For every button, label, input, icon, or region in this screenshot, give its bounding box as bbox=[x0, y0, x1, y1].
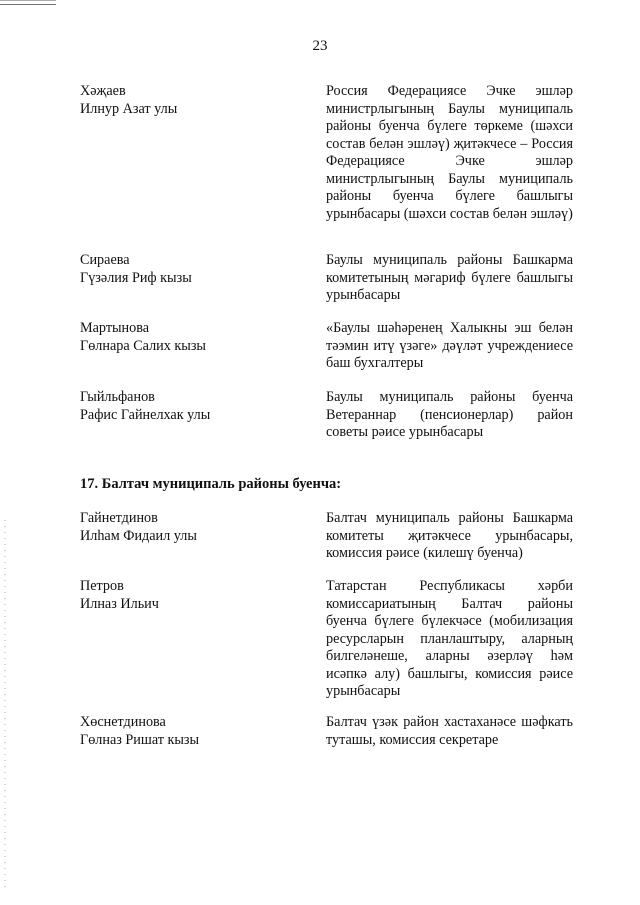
member-given-name: Гөлназ Ришат кызы bbox=[80, 731, 200, 748]
member-position: Балтач муниципаль районы Башкарма комитеты җитәкчесе урынбасары, комиссия рәисе (килешү буенча) bbox=[326, 510, 573, 561]
member-name bbox=[80, 252, 300, 287]
member-given-name: Гүзәлия Риф кызы bbox=[80, 269, 192, 286]
member-surname: Хөснетдинова bbox=[80, 714, 166, 730]
member-surname: Мартынова bbox=[80, 320, 150, 336]
member-surname: Сираева bbox=[80, 252, 130, 268]
member-name bbox=[80, 389, 300, 424]
member-position: Балтач үзәк район хастаханәсе шәфкать туташы, комиссия секретаре bbox=[326, 714, 573, 748]
member-surname: Гыйльфанов bbox=[80, 389, 155, 405]
member-surname: Гайнетдинов bbox=[80, 510, 158, 526]
member-given-name: Илһам Фидаил улы bbox=[80, 527, 197, 544]
member-given-name: Гөлнара Салих кызы bbox=[80, 337, 206, 354]
member-position: «Баулы шәһәренең Халыкны эш белән тәэмин итү үзәге» дәүләт учреждениесе баш бухгалтеры bbox=[326, 320, 573, 371]
corner-scan-mark bbox=[0, 0, 56, 5]
section-heading: 17. Балтач муниципаль районы буенча: bbox=[80, 476, 342, 492]
member-given-name: Илназ Ильич bbox=[80, 595, 159, 612]
member-name bbox=[80, 320, 300, 355]
page-number: 23 bbox=[312, 38, 328, 54]
member-name bbox=[80, 510, 300, 545]
member-given-name: Рафис Гайнелхак улы bbox=[80, 406, 211, 423]
member-given-name: Илнур Азат улы bbox=[80, 100, 178, 117]
member-position: Татарстан Республикасы хәрби комиссариатының Балтач районы буенча бүлеге бүлекчәсе (мобилизация ресурсларын планлаштыру, аларның билгеләнеше, аларны әзерләү һәм исәпкә алу) башлыгы, комиссия рәисе урынбасары bbox=[326, 578, 573, 699]
member-position: Баулы муниципаль районы Башкарма комитетының мәгариф бүлеге башлыгы урынбасары bbox=[326, 252, 573, 303]
member-position: Баулы муниципаль районы буенча Ветераннар (пенсионерлар) район советы рәисе урынбасары bbox=[326, 389, 573, 440]
member-name bbox=[80, 83, 300, 118]
member-name bbox=[80, 714, 300, 749]
member-surname: Хәҗаев bbox=[80, 83, 126, 99]
member-surname: Петров bbox=[80, 578, 124, 594]
member-position: Россия Федерациясе Эчке эшләр министрлыгының Баулы муниципаль районы буенча бүлеге төркеме (шәхси состав белән эшләү) җитәкчесе – Россия Федерациясе Эчке эшләр министрлыгының Баулы муниципаль районы буенча бүлеге башлыгы урынбасары (шәхси состав белән эшләү) bbox=[326, 83, 573, 222]
member-name bbox=[80, 578, 300, 613]
binding-edge-dots bbox=[4, 520, 6, 890]
